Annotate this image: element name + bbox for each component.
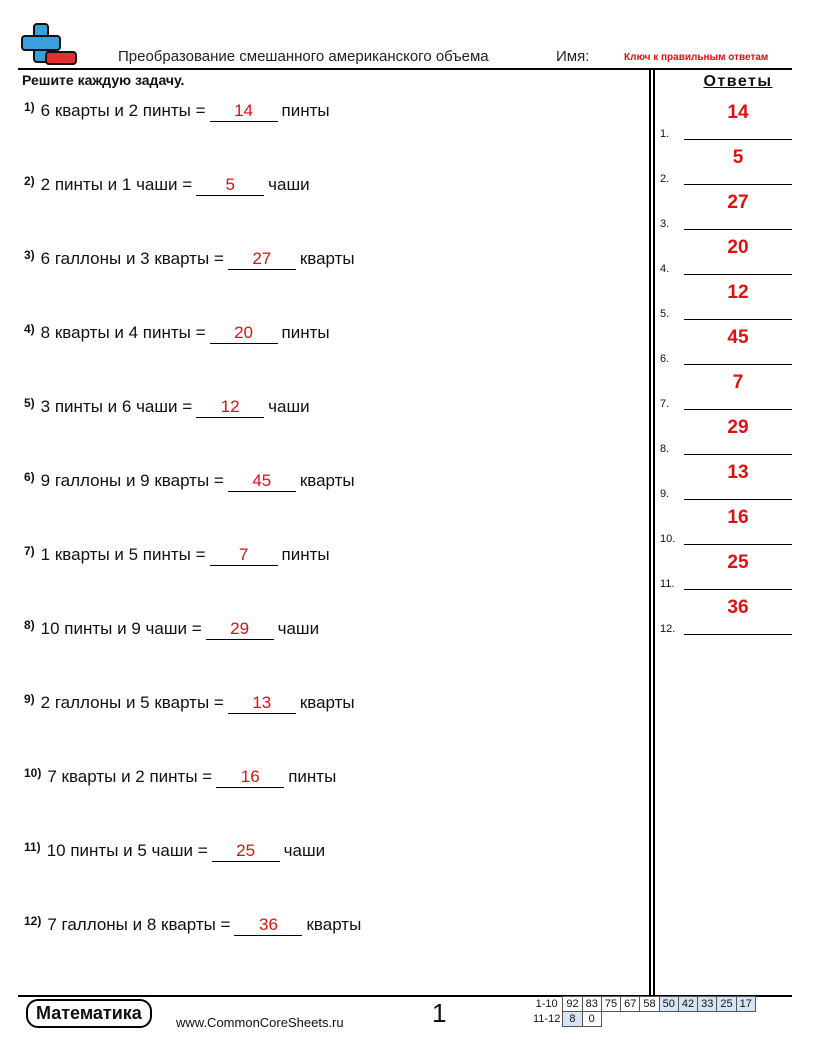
problem-text: 9 галлоны и 9 кварты =	[40, 471, 224, 490]
answer-key-row	[660, 147, 792, 185]
score-cell: 8	[563, 1012, 582, 1027]
score-row	[530, 997, 755, 1012]
score-cell: 83	[582, 997, 601, 1012]
answer-line	[684, 319, 792, 320]
problem-text: 6 кварты и 2 пинты =	[40, 101, 206, 120]
problem-2	[24, 174, 310, 204]
answer-key-row	[660, 102, 792, 140]
answer-line	[684, 544, 792, 545]
answer-blank: 27	[228, 249, 296, 270]
answer-blank: 14	[210, 101, 278, 122]
answer-line	[684, 274, 792, 275]
problem-number: 11)	[24, 840, 41, 854]
answer-key-row	[660, 327, 792, 365]
answer-key-number: 7.	[660, 398, 670, 410]
answer-line	[684, 454, 792, 455]
problem-unit: пинты	[281, 323, 330, 342]
problem-text: 3 пинты и 6 чаши =	[40, 397, 193, 416]
answer-blank: 7	[210, 545, 278, 566]
column-divider	[653, 70, 655, 996]
score-cell: 33	[698, 997, 717, 1012]
answer-key-label: Ключ к правильным ответам	[624, 52, 769, 63]
answer-key-number: 10.	[660, 533, 676, 545]
site-url: www.CommonCoreSheets.ru	[176, 1015, 344, 1030]
answer-key-number: 12.	[660, 623, 676, 635]
score-cell: 58	[640, 997, 659, 1012]
column-divider	[649, 70, 651, 996]
answer-key-value: 45	[727, 327, 749, 348]
answer-line	[684, 589, 792, 590]
answer-key-row	[660, 597, 792, 635]
answers-title: Ответы	[703, 73, 773, 90]
problem-unit: чаши	[277, 619, 320, 638]
score-range-label: 1-10	[535, 998, 558, 1010]
problem-unit: кварты	[306, 915, 362, 934]
problem-unit: пинты	[288, 767, 337, 786]
answer-blank: 20	[210, 323, 278, 344]
problem-number: 6)	[24, 470, 35, 484]
score-cell: 50	[659, 997, 678, 1012]
problem-number: 5)	[24, 396, 35, 410]
problem-unit: кварты	[299, 249, 355, 268]
score-cell: 75	[601, 997, 620, 1012]
problem-unit: чаши	[283, 841, 326, 860]
answer-key-row	[660, 417, 792, 455]
answer-key-value: 29	[727, 417, 749, 438]
answer-key-value: 14	[727, 102, 749, 123]
answer-key-number: 5.	[660, 308, 670, 320]
answer-blank: 13	[228, 693, 296, 714]
score-table	[530, 996, 756, 1027]
problem-number: 10)	[24, 766, 42, 780]
answer-key-number: 3.	[660, 218, 670, 230]
answer-line	[684, 364, 792, 365]
problem-number: 4)	[24, 322, 35, 336]
answer-blank: 5	[196, 175, 264, 196]
answer-line	[684, 634, 792, 635]
problem-number: 3)	[24, 248, 35, 262]
problem-12	[24, 914, 361, 944]
problem-unit: чаши	[268, 175, 310, 194]
problem-text: 7 галлоны и 8 кварты =	[47, 915, 231, 934]
answer-line	[684, 229, 792, 230]
answer-key-value: 12	[727, 282, 749, 303]
problem-10	[24, 766, 336, 796]
answer-blank: 36	[234, 915, 302, 936]
problem-5	[24, 396, 310, 426]
answer-line	[684, 499, 792, 500]
problem-text: 7 кварты и 2 пинты =	[47, 767, 213, 786]
problem-unit: пинты	[281, 545, 330, 564]
answer-key-value: 5	[732, 147, 744, 168]
problem-8	[24, 618, 319, 648]
answer-key-number: 9.	[660, 488, 670, 500]
answer-key-value: 16	[727, 507, 749, 528]
answer-key-value: 27	[727, 192, 749, 213]
answer-key-number: 1.	[660, 128, 670, 140]
problem-text: 2 пинты и 1 чаши =	[40, 175, 193, 194]
score-cell: 67	[621, 997, 640, 1012]
problem-text: 10 пинты и 5 чаши =	[46, 841, 208, 860]
answer-line	[684, 409, 792, 410]
answer-blank: 29	[206, 619, 274, 640]
answer-key-value: 20	[727, 237, 749, 258]
problem-text: 6 галлоны и 3 кварты =	[40, 249, 224, 268]
score-cell: 42	[678, 997, 697, 1012]
score-cell: 0	[582, 1012, 601, 1027]
answer-line	[684, 139, 792, 140]
problem-number: 8)	[24, 618, 35, 632]
answer-key-number: 4.	[660, 263, 670, 275]
problem-unit: кварты	[299, 471, 355, 490]
answer-key-value: 25	[727, 552, 749, 573]
answer-blank: 25	[212, 841, 280, 862]
answer-key-row	[660, 552, 792, 590]
problem-text: 10 пинты и 9 чаши =	[40, 619, 202, 638]
problem-text: 2 галлоны и 5 кварты =	[40, 693, 224, 712]
answer-key-value: 7	[732, 372, 744, 393]
answer-key-number: 6.	[660, 353, 670, 365]
score-range-label: 11-12	[533, 1013, 561, 1025]
answer-key-number: 11.	[660, 578, 675, 590]
plus-minus-logo-icon	[20, 22, 78, 68]
instructions: Решите каждую задачу.	[22, 72, 185, 88]
brand-badge: Математика	[26, 999, 152, 1028]
answer-key-value: 36	[727, 597, 749, 618]
problem-3	[24, 248, 355, 278]
answer-key-row	[660, 237, 792, 275]
problem-number: 7)	[24, 544, 35, 558]
problem-unit: кварты	[299, 693, 355, 712]
problem-9	[24, 692, 355, 722]
problem-number: 12)	[24, 914, 42, 928]
problem-number: 1)	[24, 100, 35, 114]
answer-blank: 12	[196, 397, 264, 418]
answer-key-value: 13	[727, 462, 749, 483]
problem-number: 9)	[24, 692, 35, 706]
name-label: Имя:	[556, 48, 590, 65]
answer-key-row	[660, 507, 792, 545]
answer-key-number: 8.	[660, 443, 670, 455]
answer-line	[684, 184, 792, 185]
problem-11	[24, 840, 325, 870]
answer-key-number: 2.	[660, 173, 670, 185]
page-number: 1	[432, 998, 447, 1028]
problem-text: 8 кварты и 4 пинты =	[40, 323, 206, 342]
answer-blank: 16	[216, 767, 284, 788]
problem-7	[24, 544, 330, 574]
score-row	[530, 1012, 755, 1027]
problem-number: 2)	[24, 174, 35, 188]
worksheet-title: Преобразование смешанного американского объема	[118, 48, 489, 65]
header-divider	[18, 68, 792, 70]
answer-key-row	[660, 282, 792, 320]
problem-4	[24, 322, 330, 352]
answer-key-row	[660, 462, 792, 500]
problem-unit: чаши	[268, 397, 310, 416]
problem-unit: пинты	[281, 101, 330, 120]
problem-1	[24, 100, 330, 130]
problem-text: 1 кварты и 5 пинты =	[40, 545, 206, 564]
problem-6	[24, 470, 355, 500]
answer-key-row	[660, 372, 792, 410]
score-cell: 92	[563, 997, 582, 1012]
answer-blank: 45	[228, 471, 296, 492]
score-cell: 25	[717, 997, 736, 1012]
score-cell: 17	[736, 997, 755, 1012]
answer-key-row	[660, 192, 792, 230]
